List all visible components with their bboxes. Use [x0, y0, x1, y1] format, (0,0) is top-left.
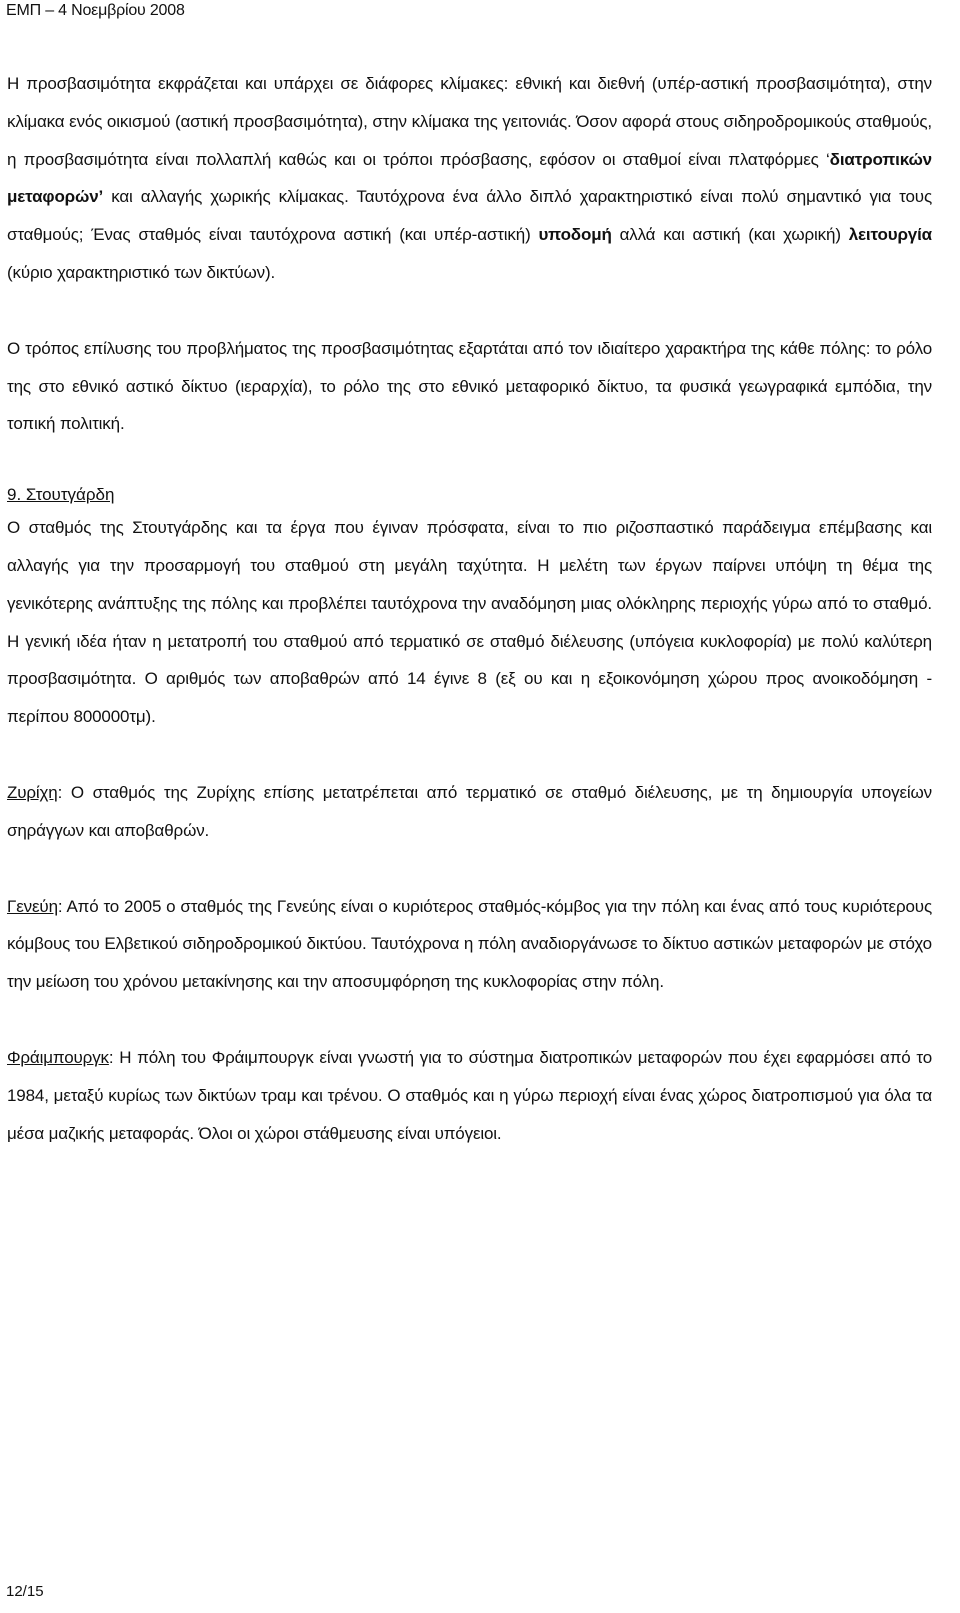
bold-term-infrastructure: υποδομή [538, 225, 612, 245]
text-segment: αλλά και αστική (και χωρική) [611, 225, 849, 245]
document-body [7, 65, 932, 1152]
bold-term-function: λειτουργία [848, 225, 932, 245]
text-segment: : Από το 2005 ο σταθμός της Γενεύης είναι ο κυριότερος σταθμός-κόμβος για την πόλη και ένας από τους κυριότερους κόμβους του Ελβετικού σιδηροδρομικού δικτύου. Ταυτόχρονα η πόλη αναδιοργάνωσε το δίκτυο αστικών μεταφορών με στόχο την μείωση του χρόνου μετακίνησης και την αποσυμφόρηση της κυκλοφορίας στην πόλη. [7, 896, 932, 992]
paragraph-accessibility [7, 65, 932, 292]
spacer [7, 850, 932, 888]
paragraph-freiburg [7, 1039, 932, 1152]
text-segment: (κύριο χαρακτηριστικό των δικτύων). [7, 262, 276, 282]
bold-term-intermodal: διατροπικών μεταφορών’ [7, 149, 932, 207]
spacer [7, 1001, 932, 1039]
spacer [7, 443, 932, 481]
text-segment: : Ο σταθμός της Ζυρίχης επίσης μετατρέπεται από τερματικό σε σταθμό διέλευσης, με τη δημιουργία υπογείων σηράγγων και αποβαθρών. [7, 782, 932, 840]
label-geneva: Γενεύη [7, 896, 58, 916]
paragraph-solution: Ο τρόπος επίλυσης του προβλήματος της προσβασιμότητας εξαρτάται από τον ιδιαίτερο χαρακτήρα της κάθε πόλης: το ρόλο της στο εθνικό αστικό δίκτυο (ιεραρχία), το ρόλο της στο εθνικό μεταφορικό δίκτυο, τα φυσικά γεωγραφικά εμπόδια, την τοπική πολιτική. [7, 338, 932, 434]
label-freiburg: Φράιμπουργκ [7, 1047, 109, 1067]
paragraph-zurich [7, 774, 932, 850]
label-zurich: Ζυρίχη [7, 782, 58, 802]
text-segment: Η προσβασιμότητα εκφράζεται και υπάρχει σε διάφορες κλίμακες: εθνική και διεθνή (υπέρ-αστική προσβασιμότητα), στην κλίμακα ενός οικισμού (αστική προσβασιμότητα), στην κλίμακα της γειτονιάς. Όσον αφορά στους σιδηροδρομικούς σταθμούς, η προσβασιμότητα είναι πολλαπλή καθώς και οι τρόποι πρόσβασης, εφόσον οι σταθμοί είναι πλατφόρμες ‘ [7, 74, 932, 169]
page-number: 12/15 [6, 1583, 44, 1600]
spacer [7, 292, 932, 330]
paragraph-geneva [7, 888, 932, 1001]
text-segment: και αλλαγής χωρικής κλίμακας. Ταυτόχρονα ένα άλλο διπλό χαρακτηριστικό είναι πολύ σημαντικό για τους σταθμούς; Ένας σταθμός είναι ταυτόχρονα αστική (και υπέρ-αστική) [7, 187, 932, 245]
paragraph-stuttgart: Ο σταθμός της Στουτγάρδης και τα έργα που έγιναν πρόσφατα, είναι το πιο ριζοσπαστικό παράδειγμα επέμβασης και αλλαγής για την προσαρμογή του σταθμού στη μεγάλη ταχύτητα. Η μελέτη των έργων παίρνει υπόψη τη θέμα της γενικότερης ανάπτυξης της πόλης και προβλέπει ταυτόχρονα την αναδόμηση μιας ολόκληρης περιοχής γύρω από το σταθμό. Η γενική ιδέα ήταν η μετατροπή του σταθμού από τερματικό σε σταθμό διέλευσης (υπόγεια κυκλοφορία) με πολύ καλύτερη προσβασιμότητα. Ο αριθμός των αποβαθρών από 14 έγινε 8 (εξ ου και η εξοικονόμηση χώρου προς ανοικοδόμηση - περίπου 800000τμ). [7, 518, 932, 727]
spacer [7, 736, 932, 774]
section-heading-stuttgart: 9. Στουτγάρδη [7, 485, 115, 505]
page-header: ΕΜΠ – 4 Νοεμβρίου 2008 [6, 2, 185, 19]
text-segment: : Η πόλη του Φράιμπουργκ είναι γνωστή για το σύστημα διατροπικών μεταφορών που έχει εφαρμόσει από το 1984, μεταξύ κυρίως των δικτύων τραμ και τρένου. Ο σταθμός και η γύρω περιοχή είναι ένας χώρος διατροπισμού για όλα τα μέσα μαζικής μεταφοράς. Όλοι οι χώροι στάθμευσης είναι υπόγειοι. [7, 1047, 932, 1143]
